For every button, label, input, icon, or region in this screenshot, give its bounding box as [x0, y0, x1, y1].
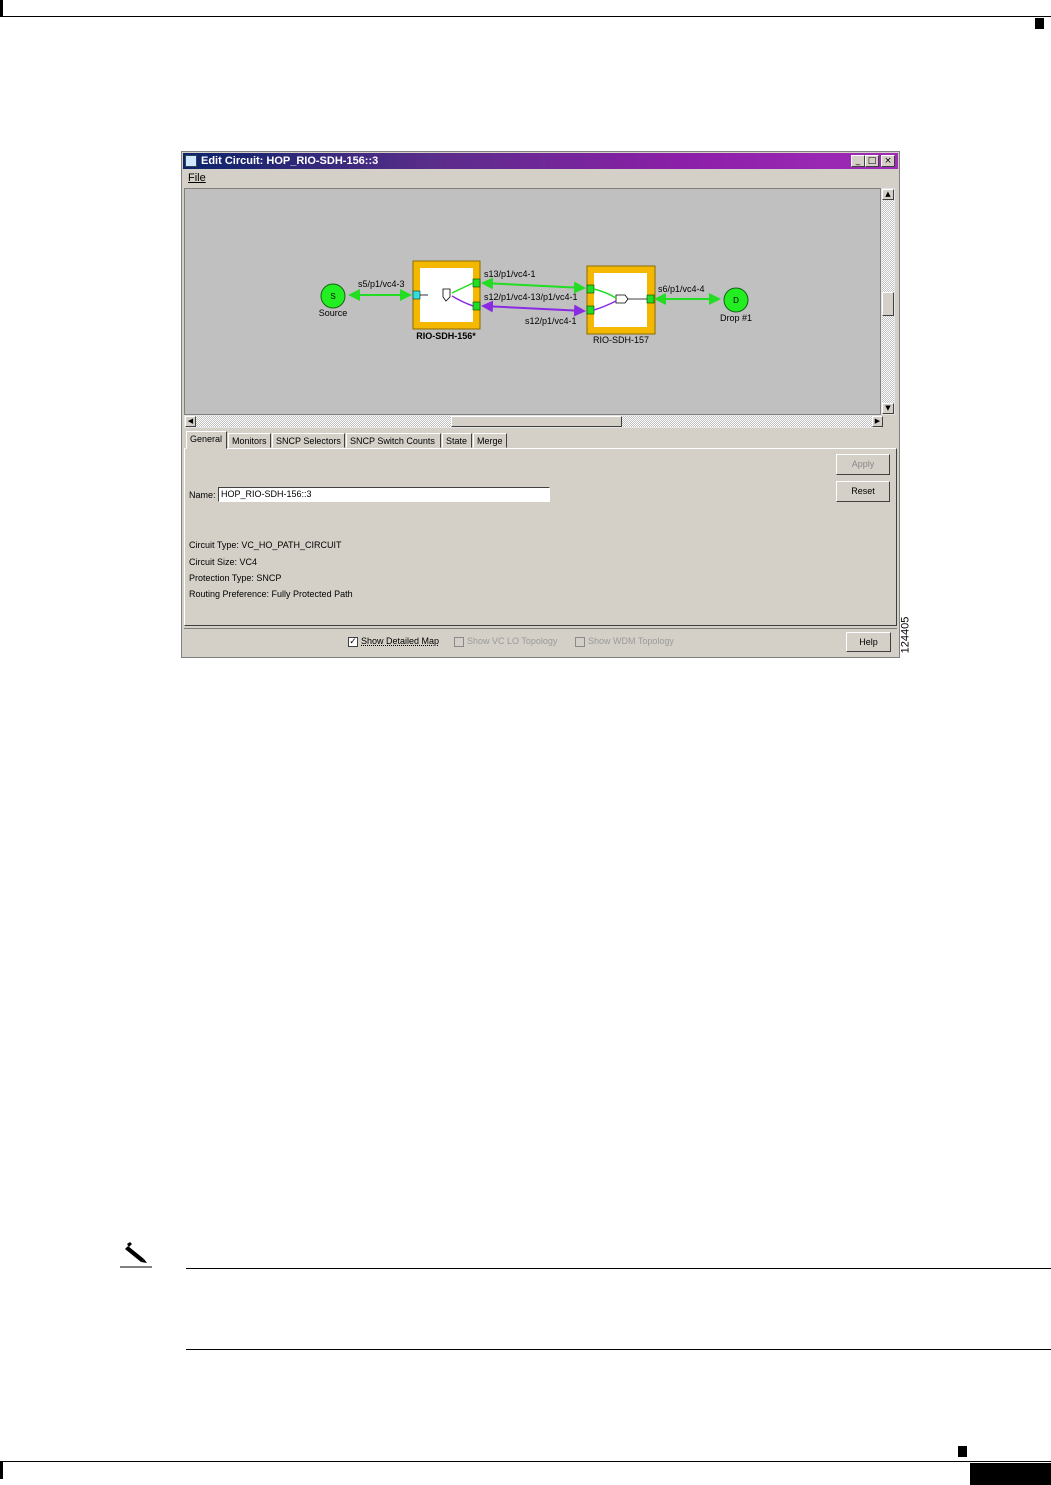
protection-type: Protection Type: SNCP: [189, 573, 282, 583]
tab-merge[interactable]: Merge: [473, 433, 507, 448]
link-b-drop-label: s6/p1/vc4-4: [658, 284, 705, 294]
node-b-port-bottom[interactable]: [587, 306, 594, 314]
node-a-port-in[interactable]: [413, 291, 420, 299]
footer-marker: [958, 1446, 967, 1457]
help-button[interactable]: Help: [846, 632, 891, 652]
link-bottom-label: s12/p1/vc4-1: [525, 316, 577, 326]
tab-general[interactable]: General: [186, 431, 227, 449]
footer-corner-mark: [0, 1461, 3, 1479]
figure-number-text: 124405: [899, 616, 912, 654]
scroll-right-button[interactable]: ▶: [872, 416, 883, 427]
bridge-icon: [616, 295, 628, 303]
drop-letter: D: [733, 296, 739, 305]
link-source-a-label: s5/p1/vc4-3: [358, 279, 405, 289]
show-vc-lo-checkbox[interactable]: [454, 637, 464, 647]
node-a-port-top[interactable]: [473, 279, 480, 287]
node-a-label: RIO-SDH-156*: [416, 331, 476, 341]
apply-button[interactable]: Apply: [836, 454, 890, 475]
scroll-up-button[interactable]: ▲: [882, 189, 894, 200]
scroll-down-button[interactable]: ▼: [882, 403, 894, 414]
name-input[interactable]: HOP_RIO-SDH-156::3: [218, 487, 550, 502]
tab-state[interactable]: State: [442, 433, 472, 448]
link-middle-label: s12/p1/vc4-13/p1/vc4-1: [484, 292, 578, 302]
node-a-port-bottom[interactable]: [473, 302, 480, 310]
link-top[interactable]: [483, 283, 584, 288]
note-pencil-icon: [118, 1240, 154, 1270]
circuit-type: Circuit Type: VC_HO_PATH_CIRCUIT: [189, 540, 342, 550]
routing-preference: Routing Preference: Fully Protected Path: [189, 589, 353, 599]
footer-rule: [0, 1461, 1051, 1462]
drop-label: Drop #1: [719, 313, 753, 323]
node-b-port-top[interactable]: [587, 285, 594, 293]
tab-monitors[interactable]: Monitors: [228, 433, 271, 448]
page-corner-mark: [0, 0, 3, 17]
header-marker: [1035, 18, 1044, 29]
link-bottom[interactable]: [483, 306, 584, 311]
general-panel: [184, 448, 897, 626]
tab-sncp-selectors[interactable]: SNCP Selectors: [272, 433, 345, 448]
maximize-button[interactable]: □: [865, 155, 879, 167]
scroll-left-button[interactable]: ◀: [185, 416, 196, 427]
header-rule: [0, 16, 1051, 17]
show-detailed-map-label[interactable]: Show Detailed Map: [361, 636, 440, 646]
source-label: Source: [318, 308, 348, 318]
source-letter: S: [330, 292, 336, 301]
note-rule-bottom: [186, 1349, 1051, 1350]
reset-button[interactable]: Reset: [836, 481, 890, 502]
circuit-diagram: [184, 188, 881, 415]
tab-sncp-switch-counts[interactable]: SNCP Switch Counts: [346, 433, 441, 448]
show-detailed-map-checkbox[interactable]: ✓: [349, 637, 357, 647]
node-b-label: RIO-SDH-157: [592, 335, 650, 345]
link-top-label: s13/p1/vc4-1: [484, 269, 536, 279]
node-b-port-out[interactable]: [647, 295, 654, 303]
app-icon: [185, 155, 197, 167]
note-rule-top: [186, 1268, 1051, 1269]
window-title: Edit Circuit: HOP_RIO-SDH-156::3: [201, 155, 379, 167]
circuit-size: Circuit Size: VC4: [189, 557, 258, 567]
horizontal-scroll-thumb[interactable]: [451, 416, 622, 427]
show-wdm-checkbox[interactable]: [575, 637, 585, 647]
page-number-block: [970, 1463, 1051, 1485]
close-button[interactable]: ×: [881, 155, 895, 167]
menu-file[interactable]: File: [188, 172, 206, 184]
figure-number: [901, 615, 915, 657]
name-label: Name:: [189, 490, 216, 500]
minimize-button[interactable]: _: [851, 155, 865, 167]
footer-separator: [184, 628, 897, 629]
show-vc-lo-label[interactable]: Show VC LO Topology: [467, 636, 558, 646]
vertical-scroll-thumb[interactable]: [882, 292, 894, 316]
show-wdm-label[interactable]: Show WDM Topology: [588, 636, 674, 646]
